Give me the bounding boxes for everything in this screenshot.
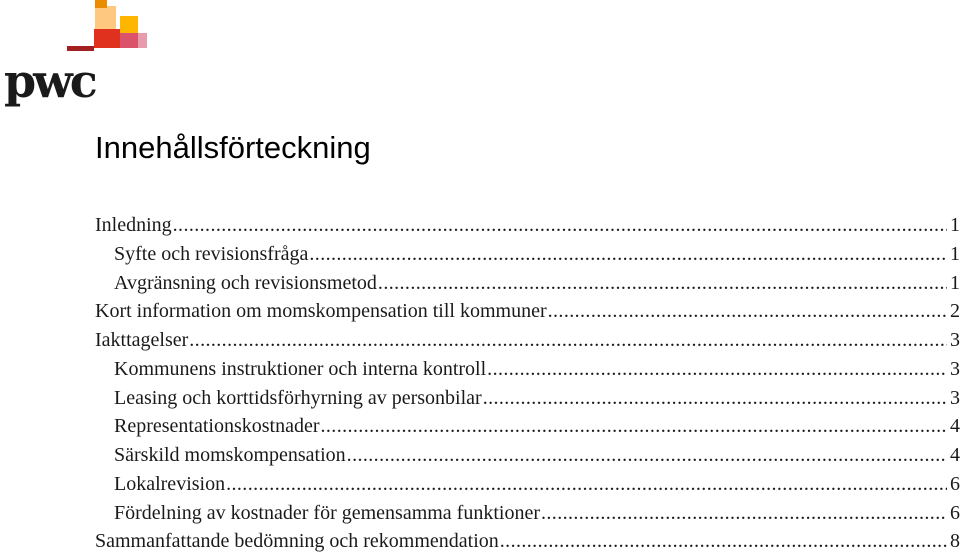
- logo-block-orange: [95, 0, 107, 8]
- logo-wordmark: pwc: [4, 54, 95, 108]
- toc-entry-page-number: 4: [950, 444, 960, 466]
- toc-dot-leader: [378, 269, 947, 298]
- toc-entry[interactable]: [95, 441, 960, 470]
- logo-block-light-orange: [95, 6, 116, 29]
- toc-entry-label: Leasing och korttidsförhyrning av personbilar: [114, 386, 482, 409]
- toc-entry-label: Kort information om momskompensation till kommuner: [95, 300, 547, 323]
- toc-dot-leader: [309, 240, 947, 269]
- toc-entry-page-number: 1: [950, 214, 960, 236]
- toc-entry-page-number: 6: [950, 501, 960, 524]
- toc-entry[interactable]: [95, 326, 960, 355]
- pwc-logo: [0, 0, 160, 115]
- table-of-contents: [95, 211, 960, 556]
- toc-entry-label: Lokalrevision: [114, 472, 226, 495]
- toc-entry-page-number: 4: [950, 415, 960, 438]
- logo-block-rose: [120, 33, 138, 48]
- toc-entry-label: Fördelning av kostnader för gemensamma funktioner: [114, 501, 540, 524]
- toc-entry[interactable]: [95, 269, 960, 298]
- toc-entry-label: Kommunens instruktioner och interna kontroll: [114, 357, 487, 380]
- toc-entry[interactable]: [95, 527, 960, 556]
- toc-entry-page-number: 3: [950, 357, 960, 380]
- toc-dot-leader: [189, 326, 947, 355]
- toc-entry[interactable]: [95, 355, 960, 384]
- toc-entry[interactable]: [95, 297, 960, 326]
- page-title: Innehållsförteckning: [95, 130, 371, 165]
- toc-dot-leader: [483, 384, 947, 413]
- toc-entry-page-number: 1: [950, 271, 960, 294]
- toc-entry-label: Särskild momskompensation: [114, 444, 346, 466]
- toc-dot-leader: [548, 297, 947, 326]
- toc-entry-page-number: 8: [950, 530, 960, 553]
- toc-entry[interactable]: [95, 499, 960, 528]
- toc-entry-page-number: 2: [950, 300, 960, 323]
- toc-entry[interactable]: [95, 240, 960, 269]
- toc-entry-page-number: 6: [950, 472, 960, 495]
- toc-entry[interactable]: [95, 211, 960, 240]
- toc-entry-label: Iakttagelser: [95, 329, 189, 351]
- toc-entry-label: Avgränsning och revisionsmetod: [114, 271, 377, 294]
- toc-entry[interactable]: [95, 384, 960, 413]
- toc-entry[interactable]: [95, 470, 960, 499]
- toc-dot-leader: [500, 527, 947, 556]
- toc-entry-page-number: 3: [950, 329, 960, 351]
- toc-dot-leader: [541, 499, 947, 528]
- logo-block-red: [94, 29, 120, 48]
- toc-entry[interactable]: [95, 412, 960, 441]
- toc-dot-leader: [487, 355, 947, 384]
- toc-dot-leader: [173, 211, 947, 240]
- toc-entry-label: Sammanfattande bedömning och rekommendation: [95, 530, 499, 553]
- toc-entry-label: Syfte och revisionsfråga: [114, 242, 309, 265]
- toc-dot-leader: [347, 441, 947, 470]
- logo-block-dark-red: [67, 46, 94, 51]
- toc-entry-page-number: 1: [950, 242, 960, 265]
- toc-dot-leader: [226, 470, 947, 499]
- toc-entry-label: Representationskostnader: [114, 415, 320, 438]
- toc-dot-leader: [321, 412, 948, 441]
- toc-entry-page-number: 3: [950, 386, 960, 409]
- logo-block-pink: [138, 33, 147, 48]
- toc-entry-label: Inledning: [95, 214, 172, 236]
